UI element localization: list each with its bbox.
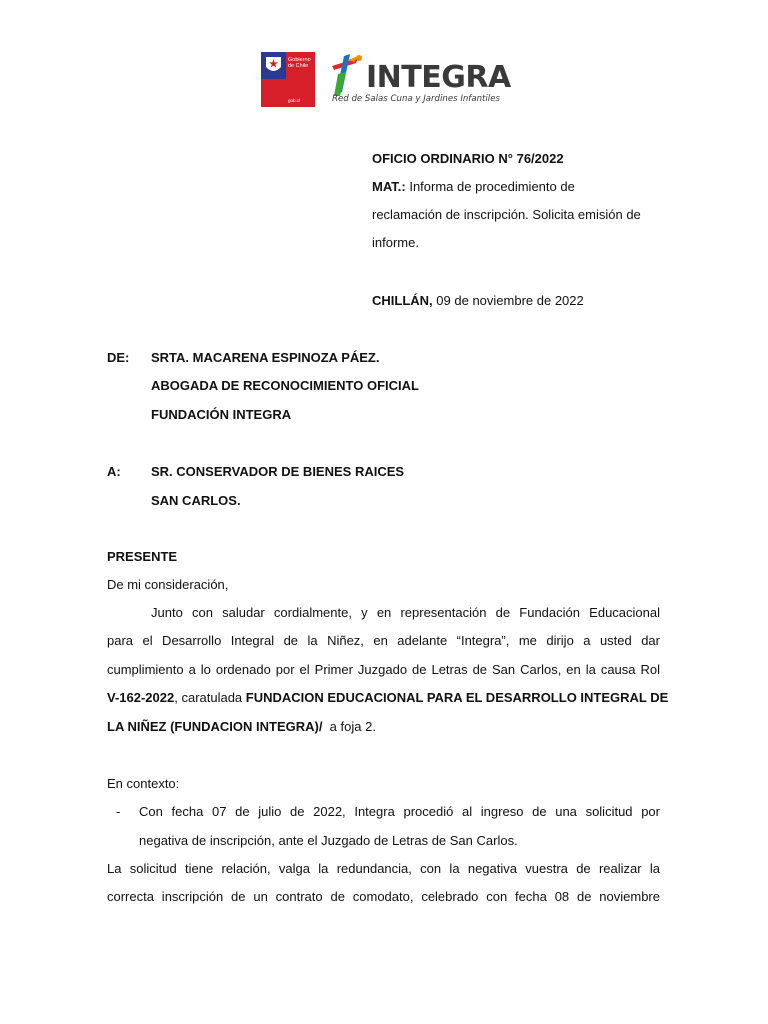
mat-line-2: reclamación de inscripción. Solicita emisión de [372, 207, 641, 222]
mat-line-1 [372, 178, 575, 196]
context-label: En contexto: [107, 776, 180, 791]
paragraph-1-line-5 [107, 718, 376, 736]
p1-l1-text: Junto con saludar cordialmente, y en representación de Fundación Educacional [151, 605, 660, 620]
foja-text: a foja 2. [322, 719, 376, 734]
from-line-1: SRTA. MACARENA ESPINOZA PÁEZ. [151, 350, 380, 365]
bullet-line-1: Con fecha 07 de julio de 2022, Integra procedió al ingreso de una solicitud por [139, 804, 660, 819]
date: 09 de noviembre de 2022 [436, 293, 584, 308]
bullet-marker: - [116, 804, 121, 819]
gob-logo-text: Gobierno de Chile [288, 57, 311, 69]
integra-figure-icon [328, 52, 368, 100]
place-date [372, 292, 584, 310]
chile-coat-of-arms-icon [263, 54, 284, 77]
integra-logo [328, 52, 510, 108]
integra-tagline: Red de Salas Cuna y Jardines Infantiles [332, 94, 500, 104]
paragraph-1-line-1 [151, 604, 660, 622]
to-line-2: SAN CARLOS. [151, 493, 241, 508]
mat-label: MAT.: [372, 179, 406, 194]
case-title-part-2: LA NIÑEZ (FUNDACION INTEGRA)/ [107, 719, 323, 734]
case-title-part-1: FUNDACION EDUCACIONAL PARA EL DESARROLLO INTEGRAL DE [245, 690, 669, 705]
rol-number: V-162-2022 [107, 690, 175, 705]
from-label: DE: [107, 350, 130, 365]
integra-wordmark: INTEGRA [366, 60, 511, 95]
presente-heading: PRESENTE [107, 549, 178, 564]
paragraph-1-line-2: para el Desarrollo Integral de la Niñez, en adelante “Integra”, me dirijo a usted dar [107, 633, 660, 648]
place: CHILLÁN, [372, 293, 433, 308]
paragraph-1-line-3: cumplimiento a lo ordenado por el Primer Juzgado de Letras de San Carlos, en la causa Rol [107, 662, 660, 677]
paragraph-2-line-2: correcta inscripción de un contrato de comodato, celebrado con fecha 08 de noviembre [107, 889, 660, 904]
from-line-2: ABOGADA DE RECONOCIMIENTO OFICIAL [151, 378, 419, 393]
caratulada-text: , caratulada [174, 690, 246, 705]
to-line-1: SR. CONSERVADOR DE BIENES RAICES [151, 464, 405, 479]
to-label: A: [107, 464, 121, 479]
mat-line-3: informe. [372, 235, 419, 250]
bullet-line-2: negativa de inscripción, ante el Juzgado de Letras de San Carlos. [139, 833, 518, 848]
greeting: De mi consideración, [107, 577, 229, 592]
gobierno-de-chile-logo [261, 52, 315, 107]
gob-logo-site: gob.cl [288, 98, 301, 103]
oficio-number: OFICIO ORDINARIO N° 76/2022 [372, 151, 564, 166]
from-line-3: FUNDACIÓN INTEGRA [151, 407, 292, 422]
mat-text-1: Informa de procedimiento de [409, 179, 575, 194]
paragraph-1-line-4 [107, 689, 669, 707]
paragraph-2-line-1: La solicitud tiene relación, valga la redundancia, con la negativa vuestra de realizar la [107, 861, 660, 876]
